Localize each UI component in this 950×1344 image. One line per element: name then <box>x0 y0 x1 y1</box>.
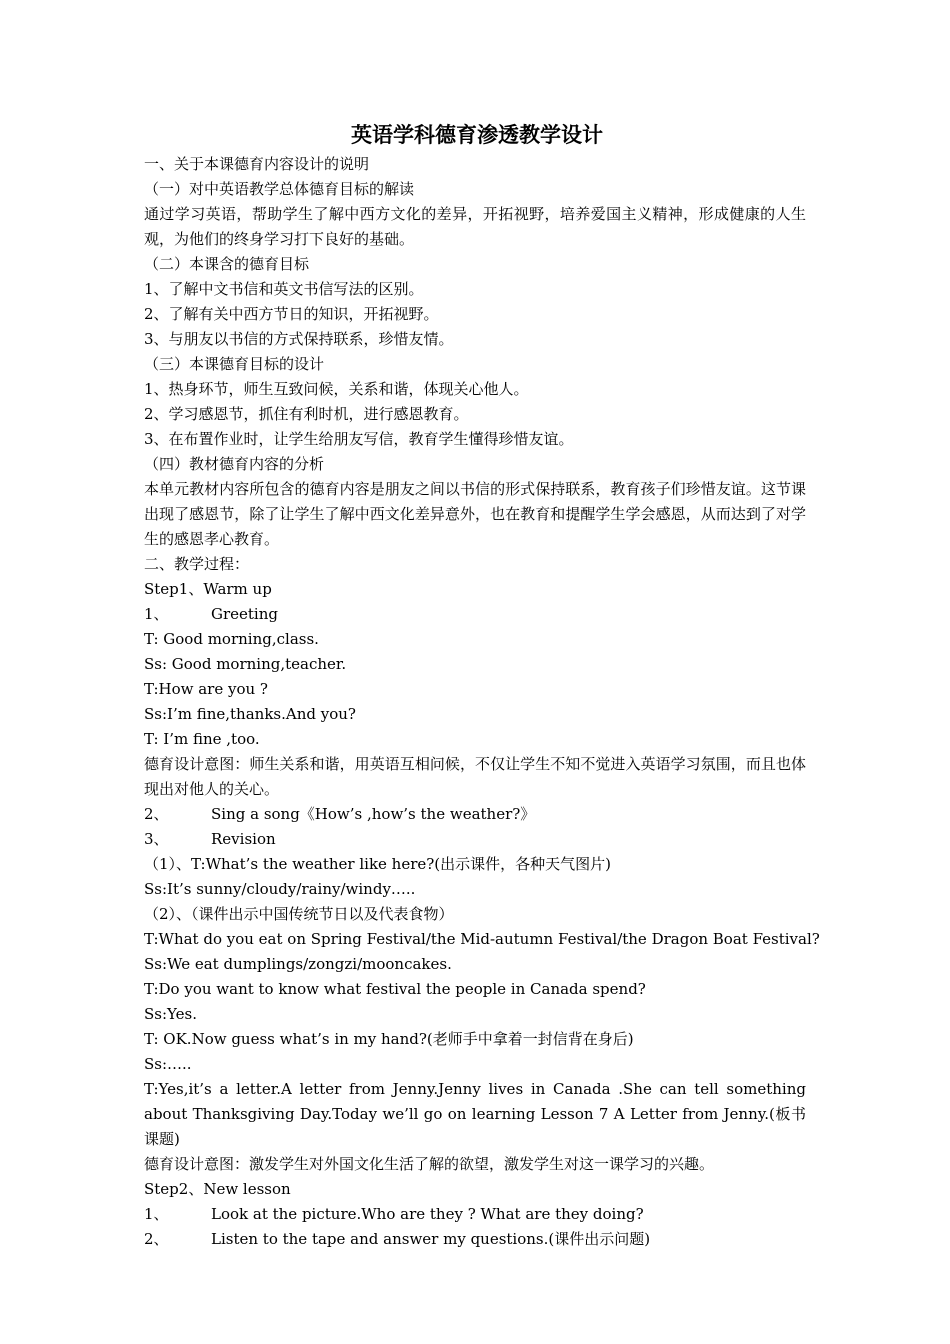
list-text: Sing a song《How’s ,how’s the weather?》 <box>211 805 536 823</box>
list-number: 1、 <box>144 1205 169 1223</box>
list-number: 2、 <box>144 1230 169 1248</box>
step-heading-2: Step2、New lesson <box>144 1180 291 1198</box>
list-item-design-2: 2、学习感恩节，抓住有利时机，进行感恩教育。 <box>144 405 469 423</box>
subsection-heading-1: （一）对中英语教学总体德育目标的解读 <box>144 180 415 198</box>
document-page <box>144 118 820 1252</box>
revision-line: Ss:It’s sunny/cloudy/rainy/windy….. <box>144 880 416 898</box>
revision-line: （1）、T:What’s the weather like here?(出示课件，各种天气图片) <box>144 855 612 873</box>
revision-line: （2）、（课件出示中国传统节日以及代表食物） <box>144 905 454 923</box>
list-item-goal-1: 1、了解中文书信和英文书信写法的区别。 <box>144 280 424 298</box>
revision-line: T: OK.Now guess what’s in my hand?(老师手中拿着一封信背在身后) <box>144 1030 634 1048</box>
list-text: Greeting <box>211 605 278 623</box>
design-intent-2: 德育设计意图：激发学生对外国文化生活了解的欲望，激发学生对这一课学习的兴趣。 <box>144 1155 715 1173</box>
paragraph-goals-interpretation: 通过学习英语，帮助学生了解中西方文化的差异，开拓视野，培养爱国主义精神，形成健康的人生观，为他们的终身学习打下良好的基础。 <box>144 205 806 248</box>
revision-line: Ss:We eat dumplings/zongzi/mooncakes. <box>144 955 452 973</box>
paragraph-letter-intro: T:Yes,it’s a letter.A letter from Jenny.Jenny lives in Canada .She can tell something about Thanksgiving Day.Today we’ll go on learning Lesson 7 A Letter from Jenny.(板书课题) <box>144 1080 806 1148</box>
revision-line: T:Do you want to know what festival the people in Canada spend? <box>144 980 646 998</box>
section-heading-2: 二、教学过程： <box>144 555 250 573</box>
list-item-revision <box>144 827 806 852</box>
list-number: 3、 <box>144 830 169 848</box>
section-heading-1: 一、关于本课德育内容设计的说明 <box>144 155 370 173</box>
list-item-listen-tape <box>144 1227 806 1252</box>
document-title: 英语学科德育渗透教学设计 <box>351 122 603 147</box>
list-item-look-picture <box>144 1202 806 1227</box>
revision-line: Ss:….. <box>144 1055 192 1073</box>
dialogue-line: T:How are you ? <box>144 680 268 698</box>
dialogue-line: Ss:I’m fine,thanks.And you? <box>144 705 356 723</box>
list-item-goal-2: 2、了解有关中西方节日的知识，开拓视野。 <box>144 305 439 323</box>
list-number: 1、 <box>144 605 169 623</box>
list-item-design-1: 1、热身环节，师生互致问候，关系和谐，体现关心他人。 <box>144 380 529 398</box>
subsection-heading-4: （四）教材德育内容的分析 <box>144 455 325 473</box>
revision-line: Ss:Yes. <box>144 1005 197 1023</box>
list-text: Look at the picture.Who are they ? What are they doing? <box>211 1205 644 1223</box>
subsection-heading-3: （三）本课德育目标的设计 <box>144 355 325 373</box>
dialogue-line: T: Good morning,class. <box>144 630 319 648</box>
list-text: Listen to the tape and answer my questions.(课件出示问题) <box>211 1230 651 1248</box>
paragraph-material-analysis: 本单元教材内容所包含的德育内容是朋友之间以书信的形式保持联系，教育孩子们珍惜友谊。这节课出现了感恩节，除了让学生了解中西文化差异意外，也在教育和提醒学生学会感恩，从而达到了对学生的感恩孝心教育。 <box>144 480 806 548</box>
list-item-greeting <box>144 602 806 627</box>
dialogue-line: Ss: Good morning,teacher. <box>144 655 347 673</box>
revision-line: T:What do you eat on Spring Festival/the Mid-autumn Festival/the Dragon Boat Festival? <box>144 930 820 948</box>
list-item-song <box>144 802 806 827</box>
dialogue-line: T: I’m fine ,too. <box>144 730 260 748</box>
list-text: Revision <box>211 830 276 848</box>
paragraph-design-intent-1: 德育设计意图：师生关系和谐，用英语互相问候，不仅让学生不知不觉进入英语学习氛围，而且也体现出对他人的关心。 <box>144 755 806 798</box>
subsection-heading-2: （二）本课含的德育目标 <box>144 255 310 273</box>
step-heading-1: Step1、Warm up <box>144 580 272 598</box>
list-item-design-3: 3、在布置作业时，让学生给朋友写信，教育学生懂得珍惜友谊。 <box>144 430 574 448</box>
list-number: 2、 <box>144 805 169 823</box>
list-item-goal-3: 3、与朋友以书信的方式保持联系，珍惜友情。 <box>144 330 454 348</box>
